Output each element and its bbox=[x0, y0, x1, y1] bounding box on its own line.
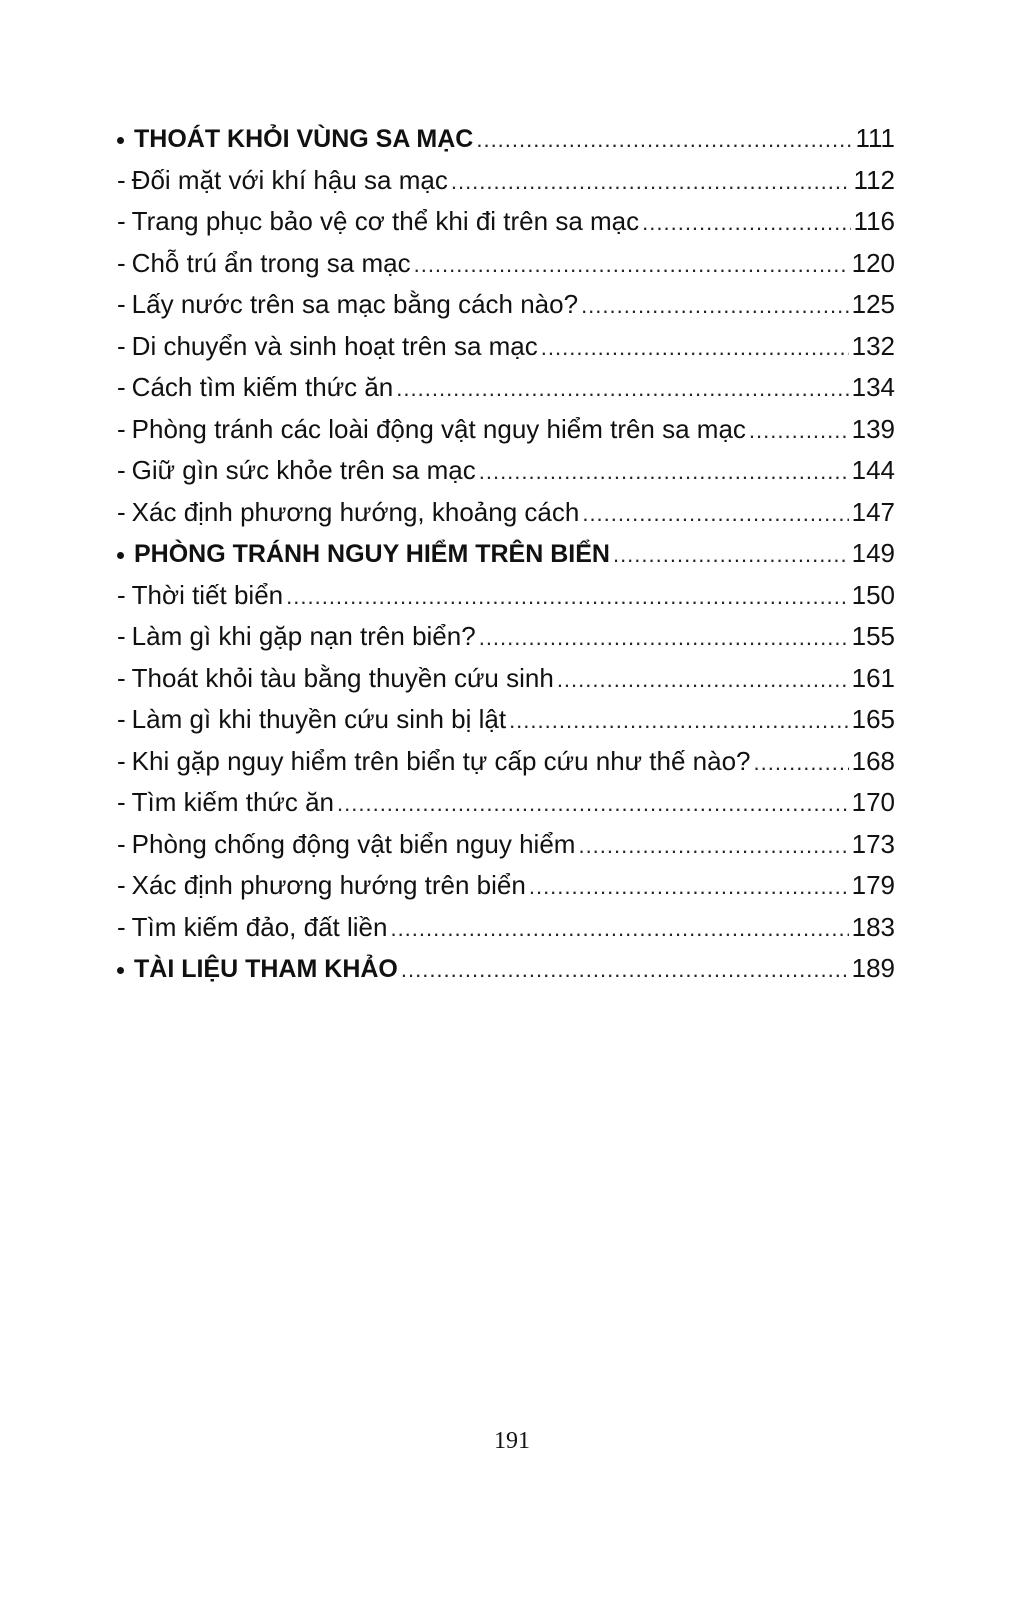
dot-leader bbox=[749, 410, 849, 452]
dot-leader bbox=[529, 866, 849, 908]
toc-entry bbox=[117, 409, 895, 451]
toc-entry-page: 155 bbox=[851, 621, 895, 651]
toc-entry-title: Tìm kiếm thức ăn bbox=[131, 787, 335, 817]
dash-marker: - bbox=[117, 870, 126, 900]
dot-leader bbox=[337, 783, 849, 825]
bullet-icon bbox=[117, 137, 124, 144]
dash-marker: - bbox=[117, 496, 126, 527]
toc-entry-title: Xác định phương hướng, khoảng cách bbox=[131, 496, 580, 527]
toc-section-entry bbox=[117, 948, 895, 990]
dot-leader bbox=[557, 659, 849, 701]
toc-entry-title: Đối mặt với khí hậu sa mạc bbox=[131, 164, 448, 195]
toc-entry bbox=[117, 450, 895, 492]
dot-leader bbox=[479, 451, 849, 493]
toc-entry-title: Xác định phương hướng trên biển bbox=[131, 870, 526, 900]
dot-leader bbox=[578, 825, 848, 867]
dash-marker: - bbox=[117, 911, 126, 942]
toc-entry-page: 183 bbox=[851, 911, 895, 942]
toc-entry-page: 134 bbox=[851, 372, 895, 402]
toc-entry-page: 132 bbox=[851, 330, 895, 361]
toc-entry bbox=[117, 741, 895, 783]
toc-section-entry bbox=[117, 118, 895, 160]
toc-entry-page: 165 bbox=[851, 704, 895, 734]
toc-entry-title: Khi gặp nguy hiểm trên biển tự cấp cứu như thế nào? bbox=[131, 745, 751, 776]
toc-entry-title: Di chuyển và sinh hoạt trên sa mạc bbox=[131, 330, 538, 361]
toc-entry bbox=[117, 492, 895, 534]
toc-entry bbox=[117, 658, 895, 700]
toc-entry bbox=[117, 616, 895, 658]
dot-leader bbox=[286, 576, 848, 618]
dot-leader bbox=[414, 244, 849, 286]
toc-entry-page: 150 bbox=[851, 579, 895, 610]
dash-marker: - bbox=[117, 164, 126, 195]
toc-entry-title: Chỗ trú ẩn trong sa mạc bbox=[131, 247, 411, 278]
toc-entry-page: 173 bbox=[851, 828, 895, 859]
dash-marker: - bbox=[117, 455, 126, 485]
toc-entry bbox=[117, 824, 895, 866]
dash-marker: - bbox=[117, 828, 126, 859]
toc-entry-title: Cách tìm kiếm thức ăn bbox=[131, 372, 394, 402]
toc-entry bbox=[117, 367, 895, 409]
dash-marker: - bbox=[117, 330, 126, 361]
dot-leader bbox=[390, 908, 848, 950]
toc-entry-page: 120 bbox=[851, 247, 895, 278]
toc-entry-title: Giữ gìn sức khỏe trên sa mạc bbox=[131, 455, 476, 485]
dash-marker: - bbox=[117, 579, 126, 610]
toc-entry-title: Tìm kiếm đảo, đất liền bbox=[131, 911, 388, 942]
dash-marker: - bbox=[117, 247, 126, 278]
dash-marker: - bbox=[117, 704, 126, 734]
toc-entry-title: TÀI LIỆU THAM KHẢO bbox=[134, 955, 398, 983]
toc-entry bbox=[117, 160, 895, 202]
page-number: 191 bbox=[494, 1428, 530, 1454]
toc-entry-page: 112 bbox=[853, 164, 895, 195]
toc-entry bbox=[117, 699, 895, 741]
dot-leader bbox=[642, 202, 850, 244]
toc-entry-title: Làm gì khi gặp nạn trên biển? bbox=[131, 621, 476, 651]
toc-entry-page: 179 bbox=[851, 870, 895, 900]
toc-entry-page: 168 bbox=[851, 745, 895, 776]
dot-leader bbox=[582, 493, 848, 535]
toc-entry-page: 144 bbox=[851, 455, 895, 485]
dot-leader bbox=[479, 617, 849, 659]
dot-leader bbox=[401, 949, 849, 991]
toc-entry bbox=[117, 865, 895, 907]
toc-entry-page: 161 bbox=[851, 662, 895, 693]
dash-marker: - bbox=[117, 289, 126, 319]
dot-leader bbox=[396, 368, 848, 410]
toc-entry bbox=[117, 326, 895, 368]
dot-leader bbox=[476, 119, 852, 161]
dot-leader bbox=[754, 742, 849, 784]
toc-entry-page: 189 bbox=[851, 953, 895, 983]
toc-entry bbox=[117, 243, 895, 285]
dash-marker: - bbox=[117, 745, 126, 776]
toc-entry-title: Làm gì khi thuyền cứu sinh bị lật bbox=[131, 704, 507, 734]
toc-entry bbox=[117, 201, 895, 243]
dash-marker: - bbox=[117, 787, 126, 817]
toc-entry-page: 147 bbox=[851, 496, 895, 527]
dot-leader bbox=[451, 161, 851, 203]
toc-entry-title: Trang phục bảo vệ cơ thể khi đi trên sa mạc bbox=[131, 206, 640, 236]
toc-entry-page: 139 bbox=[851, 413, 895, 444]
toc-entry bbox=[117, 284, 895, 326]
dot-leader bbox=[613, 534, 849, 576]
toc-entry-page: 125 bbox=[851, 289, 895, 319]
dot-leader bbox=[541, 327, 849, 369]
bullet-icon bbox=[117, 552, 124, 559]
dash-marker: - bbox=[117, 372, 126, 402]
dash-marker: - bbox=[117, 206, 126, 236]
toc-entry-title: Lấy nước trên sa mạc bằng cách nào? bbox=[131, 289, 579, 319]
toc-entry-title: Phòng tránh các loài động vật nguy hiểm trên sa mạc bbox=[131, 413, 746, 444]
toc-entry bbox=[117, 907, 895, 949]
table-of-contents bbox=[117, 118, 895, 990]
toc-entry-title: Thoát khỏi tàu bằng thuyền cứu sinh bbox=[131, 662, 554, 693]
toc-section-entry bbox=[117, 533, 895, 575]
toc-entry bbox=[117, 575, 895, 617]
toc-entry-page: 116 bbox=[853, 206, 895, 236]
dash-marker: - bbox=[117, 413, 126, 444]
dash-marker: - bbox=[117, 662, 126, 693]
toc-entry-title: THOÁT KHỎI VÙNG SA MẠC bbox=[134, 125, 474, 153]
toc-entry-title: Phòng chống động vật biển nguy hiểm bbox=[131, 828, 576, 859]
dot-leader bbox=[509, 700, 849, 742]
toc-entry-page: 149 bbox=[851, 538, 895, 568]
bullet-icon bbox=[117, 967, 124, 974]
toc-entry-page: 170 bbox=[851, 787, 895, 817]
toc-entry-page: 111 bbox=[855, 123, 895, 153]
dash-marker: - bbox=[117, 621, 126, 651]
toc-entry-title: PHÒNG TRÁNH NGUY HIỂM TRÊN BIỂN bbox=[134, 540, 610, 568]
toc-entry bbox=[117, 782, 895, 824]
toc-entry-title: Thời tiết biển bbox=[131, 579, 284, 610]
dot-leader bbox=[581, 285, 849, 327]
